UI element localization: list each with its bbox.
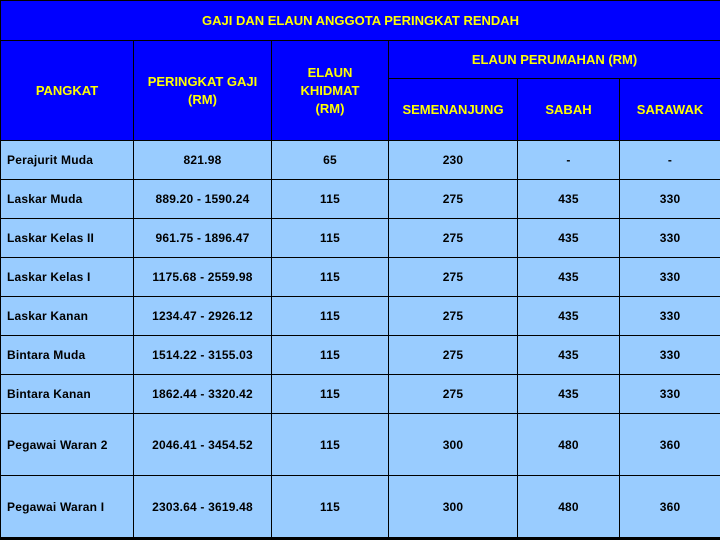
cell-salary: 1514.22 - 3155.03 bbox=[134, 336, 272, 375]
table-row bbox=[1, 476, 720, 538]
table-row bbox=[1, 375, 720, 414]
cell-peninsula: 300 bbox=[389, 414, 518, 476]
header-rank: PANGKAT bbox=[1, 41, 134, 141]
header-salary: PERINGKAT GAJI (RM) bbox=[134, 41, 272, 141]
cell-peninsula: 275 bbox=[389, 336, 518, 375]
cell-service: 115 bbox=[272, 219, 389, 258]
cell-sabah: 435 bbox=[518, 258, 620, 297]
cell-service: 65 bbox=[272, 141, 389, 180]
cell-rank: Pegawai Waran 2 bbox=[1, 414, 134, 476]
cell-service: 115 bbox=[272, 476, 389, 538]
cell-rank: Laskar Muda bbox=[1, 180, 134, 219]
cell-sarawak: 330 bbox=[620, 375, 720, 414]
cell-sarawak: - bbox=[620, 141, 720, 180]
header-housing-allowance: ELAUN PERUMAHAN (RM) bbox=[389, 41, 720, 79]
cell-rank: Laskar Kelas I bbox=[1, 258, 134, 297]
cell-sabah: 480 bbox=[518, 476, 620, 538]
cell-sarawak: 330 bbox=[620, 297, 720, 336]
header-service-allowance: ELAUN KHIDMAT (RM) bbox=[272, 41, 389, 141]
table-row bbox=[1, 336, 720, 375]
cell-sabah: 435 bbox=[518, 375, 620, 414]
cell-salary: 889.20 - 1590.24 bbox=[134, 180, 272, 219]
cell-salary: 821.98 bbox=[134, 141, 272, 180]
cell-sabah: 435 bbox=[518, 219, 620, 258]
cell-rank: Bintara Kanan bbox=[1, 375, 134, 414]
table-row bbox=[1, 414, 720, 476]
cell-sabah: 435 bbox=[518, 297, 620, 336]
cell-peninsula: 300 bbox=[389, 476, 518, 538]
cell-sarawak: 360 bbox=[620, 414, 720, 476]
table-row bbox=[1, 297, 720, 336]
table-row bbox=[1, 219, 720, 258]
cell-sabah: 480 bbox=[518, 414, 620, 476]
table-row bbox=[1, 180, 720, 219]
cell-peninsula: 275 bbox=[389, 375, 518, 414]
cell-sarawak: 330 bbox=[620, 336, 720, 375]
cell-sarawak: 330 bbox=[620, 258, 720, 297]
cell-service: 115 bbox=[272, 414, 389, 476]
table-title: GAJI DAN ELAUN ANGGOTA PERINGKAT RENDAH bbox=[1, 1, 720, 41]
cell-peninsula: 230 bbox=[389, 141, 518, 180]
cell-salary: 961.75 - 1896.47 bbox=[134, 219, 272, 258]
cell-sabah: 435 bbox=[518, 180, 620, 219]
cell-rank: Laskar Kanan bbox=[1, 297, 134, 336]
cell-service: 115 bbox=[272, 375, 389, 414]
cell-rank: Laskar Kelas II bbox=[1, 219, 134, 258]
table-body bbox=[1, 141, 720, 538]
cell-peninsula: 275 bbox=[389, 180, 518, 219]
table-row bbox=[1, 258, 720, 297]
header-peninsula: SEMENANJUNG bbox=[389, 79, 518, 141]
cell-service: 115 bbox=[272, 297, 389, 336]
cell-rank: Bintara Muda bbox=[1, 336, 134, 375]
cell-service: 115 bbox=[272, 180, 389, 219]
cell-peninsula: 275 bbox=[389, 219, 518, 258]
cell-salary: 1862.44 - 3320.42 bbox=[134, 375, 272, 414]
cell-salary: 1234.47 - 2926.12 bbox=[134, 297, 272, 336]
cell-service: 115 bbox=[272, 336, 389, 375]
cell-sabah: - bbox=[518, 141, 620, 180]
cell-salary: 2303.64 - 3619.48 bbox=[134, 476, 272, 538]
cell-sarawak: 330 bbox=[620, 180, 720, 219]
cell-salary: 2046.41 - 3454.52 bbox=[134, 414, 272, 476]
cell-rank: Perajurit Muda bbox=[1, 141, 134, 180]
cell-rank: Pegawai Waran I bbox=[1, 476, 134, 538]
cell-salary: 1175.68 - 2559.98 bbox=[134, 258, 272, 297]
cell-sarawak: 330 bbox=[620, 219, 720, 258]
header-sarawak: SARAWAK bbox=[620, 79, 720, 141]
cell-service: 115 bbox=[272, 258, 389, 297]
table-row bbox=[1, 141, 720, 180]
header-sabah: SABAH bbox=[518, 79, 620, 141]
cell-peninsula: 275 bbox=[389, 297, 518, 336]
cell-sabah: 435 bbox=[518, 336, 620, 375]
cell-peninsula: 275 bbox=[389, 258, 518, 297]
cell-sarawak: 360 bbox=[620, 476, 720, 538]
